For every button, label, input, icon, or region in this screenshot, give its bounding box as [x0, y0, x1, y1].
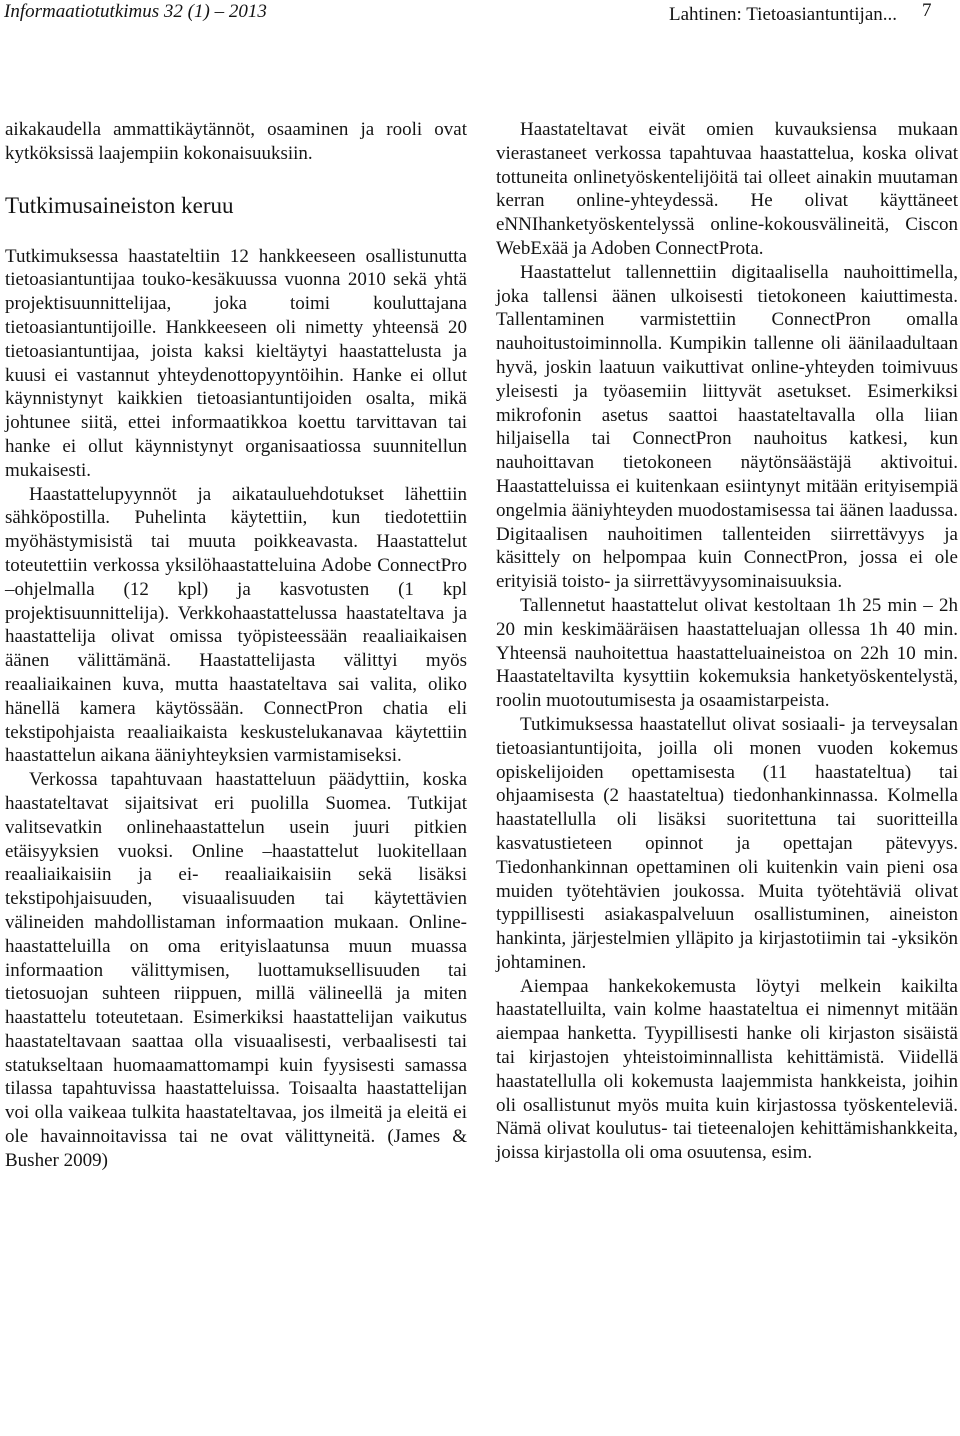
page-header: [0, 0, 960, 30]
section-heading: Tutkimusaineiston keruu: [5, 192, 234, 218]
body-paragraph: Aiempaa hankekokemusta löytyi melkein kaikilta haastatelluilta, vain kolme haastateltua ei nimennyt mitään aiempaa hanketta. Tyypillisesti hanke oli kirjaston sisäistä tai kirjastojen yhteistoiminnallista kehittämistä. Viidellä haastatellulla oli kokemusta laajemmista hankkeista, joihin oli osallistunut myös muita kuin kirjastossa työskenteleviä. Nämä olivat koulutus- tai tieteenalojen kehittämishankkeita, joissa kirjastolla oli oma osuutensa, esim.: [496, 975, 958, 1164]
right-column: [496, 118, 958, 1165]
intro-paragraph: aikakaudella ammattikäytännöt, osaaminen ja rooli ovat kytköksissä laajempiin kokonaisuuksiin.: [5, 119, 467, 164]
left-column: [5, 118, 467, 1173]
body-paragraph: Verkossa tapahtuvaan haastatteluun päädyttiin, koska haastateltavat sijaitsivat eri puolilla Suomea. Tutkijat valitsevatkin onlinehaastattelun usein juuri pitkien etäisyyksien vuoksi. Online –haastattelut luokitellaan reaaliaikaisiin ja ei- reaaliaikaisiin sekä lisäksi tekstipohjaisuuden, visuaalisuuden tai käytettävien välineiden mahdollistaman informaation mukaan. Online-haastatteluilla on oma erityislaatunsa muun muassa informaation välittymisen, luottamuksellisuuden tai tietosuojan suhteen riippuen, millä välineellä ja miten haastattelu toteutetaan. Esimerkiksi haastattelijan vaikutus haastateltavaan saattaa olla visuaalisesti, verbaalisesti tai statukseltaan huomaamattomampi kuin fyysisesti samassa tilassa tapahtuvissa haastatteluissa. Toisaalta haastattelijan voi olla vaikeaa tulkita haastateltavaa, jos ilmeitä ja eleitä ei ole havainnoitavissa tai ne ovat välittyneitä. (James & Busher 2009): [5, 769, 467, 1171]
running-title: Lahtinen: Tietoasiantuntijan...: [669, 4, 897, 25]
body-paragraph: Haastateltavat eivät omien kuvauksiensa mukaan vierastaneet verkossa tapahtuvaa haastattelua, koska olivat tottuneita onlinetyöskentelijöitä tai olleet ainakin muutaman kerran online-yhteydessä. He olivat käyttäneet eNNIhanketyöskentelyssä online-kokousvälineitä, Ciscon WebExää ja Adoben ConnectProta.: [496, 119, 958, 259]
page-number: 7: [922, 0, 932, 21]
body-paragraph: Tutkimuksessa haastateltiin 12 hankkeeseen osallistunutta tietoasiantuntijaa touko-kesäkuussa vuonna 2010 sekä yhtä projektisuunnittelijaa, joka toimi kouluttajana tietoasiantuntijoille. Hankkeeseen oli nimetty yhteensä 20 tietoasiantuntijaa, joista kaksi kieltäytyi haastattelusta ja kuusi ei vastannut yhteydenottopyyntöihin. Hanke ei ollut käynnistynyt kaikkien tietoasiantuntijoiden osalta, mikä johtunee siitä, ettei informaatikkoa koettu tarvittavan tai hanke ei ollut käynnistynyt organisaatiossa suunnitellun mukaisesti.: [5, 245, 467, 481]
body-paragraph: Haastattelupyynnöt ja aikatauluehdotukset lähettiin sähköpostilla. Puhelinta käytettiin, kun tiedotettiin myöhästymisistä tai muuta poikkeavasta. Haastattelut toteutettiin verkossa yksilöhaastatteluina Adobe ConnectPro –ohjelmalla (12 kpl) ja kasvotusten (1 kpl projektisuunnittelija). Verkkohaastattelussa haastateltava ja haastattelija olivat omissa työpisteessään reaaliaikaisen äänen välittämänä. Haastattelijasta välittyi myös reaaliaikainen kuva, mutta haastateltava sai valita, oliko hänellä kamera käytössään. ConnectPron chatia eli tekstipohjaista reaaliaikaista keskustelukanavaa käytettiin haastattelun aikana ääniyhteyksien varmistamiseksi.: [5, 483, 467, 767]
journal-title: Informaatiotutkimus 32 (1) – 2013: [4, 1, 267, 22]
body-paragraph: Tutkimuksessa haastatellut olivat sosiaali- ja terveysalan tietoasiantuntijoita, joilla oli monen vuoden kokemus opiskelijoiden opettamisesta (11 haastateltua) tai ohjaamisesta (2 haastateltua) tiedonhankinnassa. Kolmella haastatellulla oli lisäksi suoritettuna tai suoritteilla kasvatustieteen opinnot ja opettajan pätevyys. Tiedonhankinnan opettaminen oli kuitenkin vain pieni osa muiden työtehtävien joukossa. Muita työtehtäviä olivat typpillisesti asiakaspalveluun osallistuminen, aineiston hankinta, järjestelmien ylläpito ja kirjastotiimin tai -yksikön johtaminen.: [496, 713, 958, 973]
body-paragraph: Tallennetut haastattelut olivat kestoltaan 1h 25 min – 2h 20 min keskimääräisen haastatteluajan ollessa 1h 40 min. Yhteensä nauhoitettua haastatteluaineistoa on 22h 10 min. Haastateltavilta kysyttiin kokemuksia hanketyöskentelystä, roolin muotoutumisesta ja osaamistarpeista.: [496, 594, 958, 712]
body-paragraph: Haastattelut tallennettiin digitaalisella nauhoittimella, joka tallensi äänen ulkoisesti tietokoneen kaiuttimesta. Tallentaminen varmistettiin ConnectPron omalla nauhoitustoiminnolla. Kumpikin tallenne oli äänilaadultaan hyvä, joskin laatuun vaikuttivat online-yhteyden toimivuus yleisesti ja työasemiin liittyvät asetukset. Esimerkiksi mikrofonin asetus saattoi haastateltavalla olla liian hiljaisella tai ConnectPron nauhoitus katkesi, kun nauhoittavan tietokoneen näytönsäästäjä aktivoitui. Haastatteluissa ei kuitenkaan esiintynyt mitään erityisempiä ongelmia ääniyhteyden muodostamisessa tai äänen laadussa. Digitaalisen nauhoitimen tallenteiden siirrettävyys ja käsittely on helpompaa kuin ConnectPron, jossa ei ole erityisiä toisto- ja siirrettävyysominaisuuksia.: [496, 261, 958, 593]
